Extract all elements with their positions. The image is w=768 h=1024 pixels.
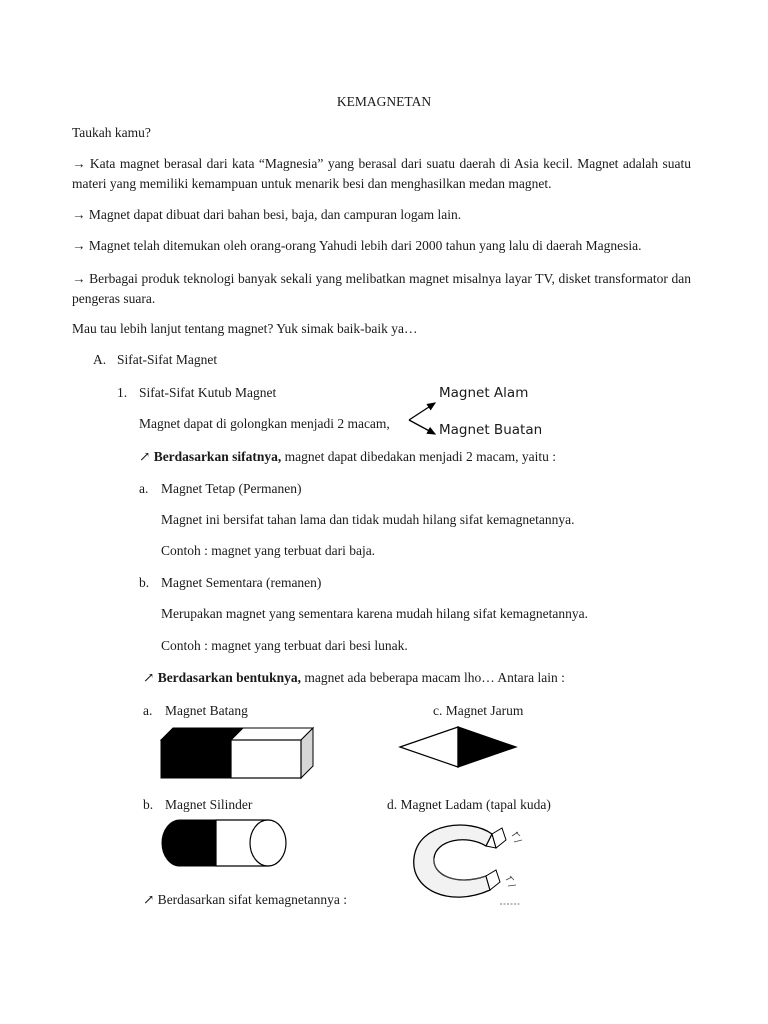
section-a-title: Sifat-Sifat Magnet <box>117 352 218 367</box>
fact-1: → Kata magnet berasal dari kata “Magnesia” yang berasal dari suatu daerah di Asia kecil. Magnet adalah suatu materi yang memiliki kemampuan untuk menarik besi dan menghasilkan medan magnet. <box>72 156 691 191</box>
item-a-desc: Magnet ini bersifat tahan lama dan tidak mudah hilang sifat kemagnetannya. <box>161 512 575 527</box>
item-b-desc: Merupakan magnet yang sementara karena mudah hilang sifat kemagnetannya. <box>161 606 588 621</box>
by-shape-rest: magnet ada beberapa macam lho… Antara lain : <box>300 670 565 685</box>
cylinder-magnet-illustration <box>158 817 290 869</box>
fact-4: → Berbagai produk teknologi banyak sekali yang melibatkan magnet misalnya layar TV, disket transformator dan pengeras suara. <box>72 271 691 306</box>
needle-magnet-illustration <box>398 724 520 770</box>
sub-1-marker: 1. <box>117 385 128 400</box>
invite-text: Mau tau lebih lanjut tentang magnet? Yuk simak baik-baik ya… <box>72 321 418 336</box>
arrow-glyph: ↗ <box>143 670 155 685</box>
shape-bar-label: Magnet Batang <box>165 703 248 718</box>
bar-magnet-illustration <box>158 726 318 782</box>
section-a-marker: A. <box>93 352 107 367</box>
shape-cylinder-marker: b. <box>143 797 154 812</box>
arrow-glyph: ↗ <box>139 449 151 464</box>
shape-horseshoe-label: d. Magnet Ladam (tapal kuda) <box>387 797 551 812</box>
shape-cylinder-label: Magnet Silinder <box>165 797 253 812</box>
item-b-marker: b. <box>139 575 150 590</box>
item-b-example: Contoh : magnet yang terbuat dari besi lunak. <box>161 638 408 653</box>
intro-question: Taukah kamu? <box>72 125 151 140</box>
fact-3: → Magnet telah ditemukan oleh orang-orang Yahudi lebih dari 2000 tahun yang lalu di daerah Magnesia. <box>72 238 642 253</box>
by-nature-rest: magnet dapat dibedakan menjadi 2 macam, yaitu : <box>281 449 556 464</box>
sub-1-title: Sifat-Sifat Kutub Magnet <box>139 385 277 400</box>
shape-bar-marker: a. <box>143 703 153 718</box>
branch-magnet-alam: Magnet Alam <box>439 385 529 401</box>
item-b-title: Magnet Sementara (remanen) <box>161 575 322 590</box>
shape-needle-label: c. Magnet Jarum <box>433 703 524 718</box>
item-a-marker: a. <box>139 481 149 496</box>
by-magnetism-line: ↗ Berdasarkan sifat kemagnetannya : <box>143 892 347 907</box>
horseshoe-magnet-illustration <box>410 818 530 913</box>
item-a-title: Magnet Tetap (Permanen) <box>161 481 302 496</box>
by-shape-bold: Berdasarkan bentuknya, <box>157 670 301 685</box>
by-nature-line <box>139 448 556 466</box>
by-nature-bold: Berdasarkan sifatnya, <box>153 449 282 464</box>
document-title: KEMAGNETAN <box>336 94 432 109</box>
fact-2: → Magnet dapat dibuat dari bahan besi, baja, dan campuran logam lain. <box>72 207 462 222</box>
by-shape-line <box>143 669 565 687</box>
branch-magnet-buatan: Magnet Buatan <box>439 422 543 438</box>
item-a-example: Contoh : magnet yang terbuat dari baja. <box>161 543 376 558</box>
classification-text: Magnet dapat di golongkan menjadi 2 macam, <box>139 416 390 431</box>
